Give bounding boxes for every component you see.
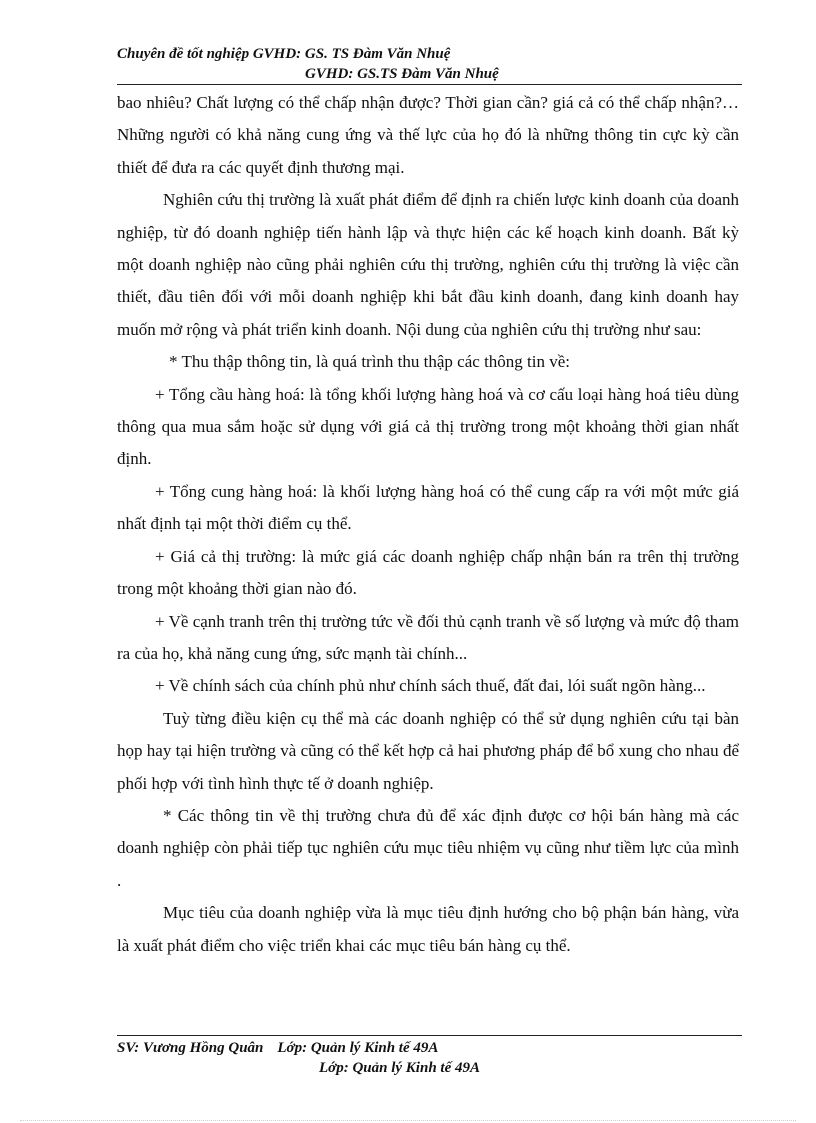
paragraph-collect-info: * Thu thập thông tin, là quá trình thu thập các thông tin về: <box>169 352 571 372</box>
paragraph-research-methods: Tuỳ từng điều kiện cụ thể mà các doanh nghiệp có thể sử dụng nghiên cứu tại bàn họp hay tại hiện trường và cũng có thể kết hợp cả hai phương pháp để bổ xung cho nhau để phối hợp với tình hình thực tế ở doanh nghiệp. <box>117 708 739 793</box>
paragraph-market-research: Nghiên cứu thị trường là xuất phát điểm để định ra chiến lược kinh doanh của doanh nghiệp, từ đó doanh nghiệp tiến hành lập và thực hiện các kế hoạch kinh doanh. Bất kỳ một doanh nghiệp nào cũng phải nghiên cứu thị trường, nghiên cứu thị trường là việc cần thiết, đầu tiên đối với mỗi doanh nghiệp khi bắt đầu kinh doanh, đang kinh doanh hay muốn mở rộng và phát triển kinh doanh. Nội dung của nghiên cứu thị trường như sau: <box>117 190 739 339</box>
paragraph-government-policy: + Về chính sách của chính phủ như chính sách thuế, đất đai, lói suất ngõn hàng... <box>155 676 706 696</box>
footer-class-inline: Lớp: Quản lý Kinh tế 49A <box>277 1040 439 1056</box>
page-header <box>117 44 742 84</box>
page-edge-divider <box>20 1120 796 1121</box>
paragraph-business-goals: Mục tiêu của doanh nghiệp vừa là mục tiêu định hướng cho bộ phận bán hàng, vừa là xuất phát điểm cho việc triển khai các mục tiêu bán hàng cụ thể. <box>117 903 739 955</box>
paragraph-total-demand: + Tổng cầu hàng hoá: là tổng khối lượng hàng hoá và cơ cấu loại hàng hoá tiêu dùng thông qua mua sắm hoặc sử dụng với giá cả thị trường trong một khoảng thời gian nhất định. <box>117 384 739 469</box>
footer-divider <box>117 1035 742 1036</box>
page-footer <box>117 1038 742 1078</box>
document-body <box>117 87 739 962</box>
paragraph-market-info: * Các thông tin về thị trường chưa đủ để xác định được cơ hội bán hàng mà các doanh nghiệp còn phải tiếp tục nghiên cứu mục tiêu nhiệm vụ cũng như tiềm lực của mình . <box>117 805 739 890</box>
header-divider <box>117 84 742 85</box>
paragraph-market-price: + Giá cả thị trường: là mức giá các doanh nghiệp chấp nhận bán ra trên thị trường trong một khoảng thời gian nào đó. <box>117 546 739 599</box>
paragraph-continuation: bao nhiêu? Chất lượng có thể chấp nhận được? Thời gian cần? giá cả có thể chấp nhận?… Những người có khả năng cung ứng và thế lực của họ đó là những thông tin cực kỳ cần thiết để đưa ra các quyết định thương mại. <box>117 93 739 177</box>
header-line-1: Chuyên đề tốt nghiệp GVHD: GS. TS Đàm Văn Nhuệ <box>117 46 451 62</box>
paragraph-competition: + Về cạnh tranh trên thị trường tức về đối thủ cạnh tranh về số lượng và mức độ tham ra của họ, khả năng cung ứng, sức mạnh tài chính... <box>117 611 739 663</box>
footer-line-1 <box>117 1038 742 1058</box>
paragraph-total-supply: + Tổng cung hàng hoá: là khối lượng hàng hoá có thể cung cấp ra với một mức giá nhất định tại một thời điểm cụ thể. <box>117 481 739 534</box>
footer-line-2: Lớp: Quản lý Kinh tế 49A <box>319 1060 480 1076</box>
header-line-2: GVHD: GS.TS Đàm Văn Nhuệ <box>305 66 499 82</box>
footer-student: SV: Vương Hồng Quân <box>117 1040 264 1056</box>
